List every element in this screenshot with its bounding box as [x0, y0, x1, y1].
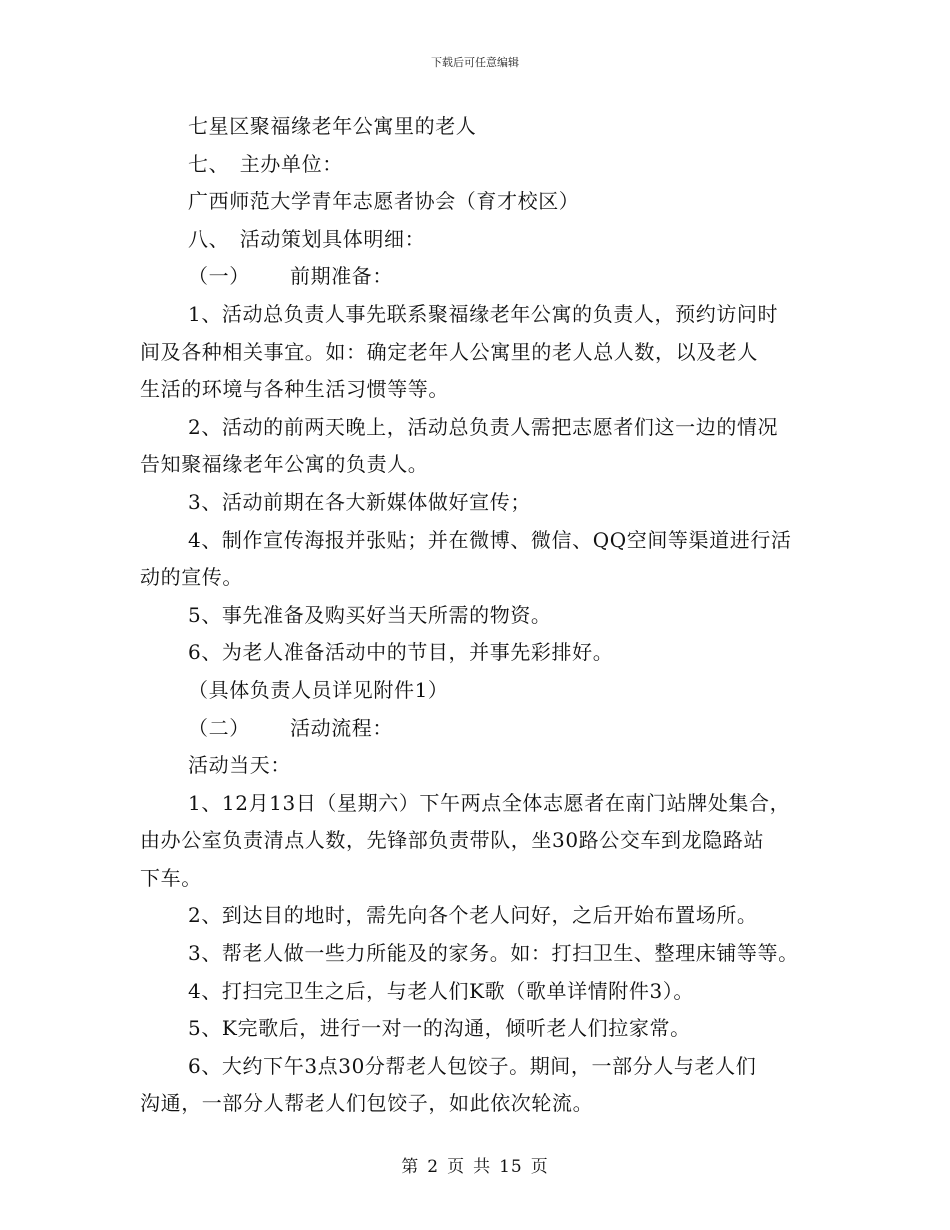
text-line: 5、K完歌后，进行一对一的沟通，倾听老人们拉家常。 — [188, 1016, 691, 1041]
text-line: （具体负责人员详见附件1） — [188, 677, 449, 702]
text-line: 2、活动的前两天晚上，活动总负责人需把志愿者们这一边的情况 — [188, 414, 779, 439]
text-line: 3、帮老人做一些力所能及的家务。如：打扫卫生、整理床铺等等。 — [188, 941, 799, 966]
text-line: 七星区聚福缘老年公寓里的老人 — [188, 114, 477, 138]
page-current: 2 — [427, 1157, 440, 1177]
text-line: 6、为老人准备活动中的节目，并事先彩排好。 — [188, 640, 614, 665]
text-line: 生活的环境与各种生活习惯等等。 — [140, 377, 449, 402]
page-label-mid: 页 — [447, 1157, 466, 1177]
text-line: 下车。 — [140, 865, 202, 890]
sub-heading-number: （一） — [188, 264, 250, 289]
text-line: 3、活动前期在各大新媒体做好宣传； — [188, 489, 531, 514]
text-line: 4、制作宣传海报并张贴；并在微博、微信、QQ空间等渠道进行活 — [188, 527, 792, 552]
document-body — [140, 108, 830, 1123]
text-line: 告知聚福缘老年公寓的负责人。 — [140, 452, 429, 477]
text-line: 沟通，一部分人帮老人们包饺子，如此依次轮流。 — [140, 1091, 594, 1116]
text-line: 4、打扫完卫生之后，与老人们K歌（歌单详情附件3）。 — [188, 978, 694, 1003]
page-label-suffix: 页 — [530, 1157, 549, 1177]
page-total-prefix: 共 — [473, 1157, 492, 1177]
sub-heading — [140, 258, 830, 296]
sub-heading-number: （二） — [188, 715, 250, 740]
sub-heading-title: 活动流程： — [290, 715, 393, 740]
text-line: 动的宣传。 — [140, 565, 243, 590]
text-line: 2、到达目的地时，需先向各个老人问好，之后开始布置场所。 — [188, 903, 758, 928]
page-footer — [0, 1152, 950, 1177]
sub-heading-title: 前期准备： — [290, 264, 393, 289]
text-line: 间及各种相关事宜。如：确定老年人公寓里的老人总人数，以及老人 — [140, 339, 758, 364]
text-line: 5、事先准备及购买好当天所需的物资。 — [188, 602, 552, 627]
text-line: 由办公室负责清点人数，先锋部负责带队，坐30路公交车到龙隐路站 — [140, 828, 765, 853]
sub-heading — [140, 710, 830, 748]
text-line: 1、12月13日（星期六）下午两点全体志愿者在南门站牌处集合， — [188, 790, 791, 815]
text-line: 1、活动总负责人事先联系聚福缘老年公寓的负责人，预约访问时 — [188, 301, 779, 326]
text-line: 活动当天： — [188, 753, 291, 778]
header-note: 下载后可任意编辑 — [431, 56, 519, 69]
page-label-prefix: 第 — [401, 1157, 420, 1177]
page-total: 15 — [499, 1157, 523, 1177]
section-heading: 八、 活动策划具体明细： — [188, 226, 426, 251]
text-line: 6、大约下午3点30分帮老人包饺子。期间，一部分人与老人们 — [188, 1053, 757, 1078]
text-line: 广西师范大学青年志愿者协会（育才校区） — [188, 189, 580, 214]
section-heading: 七、 主办单位： — [188, 151, 343, 176]
